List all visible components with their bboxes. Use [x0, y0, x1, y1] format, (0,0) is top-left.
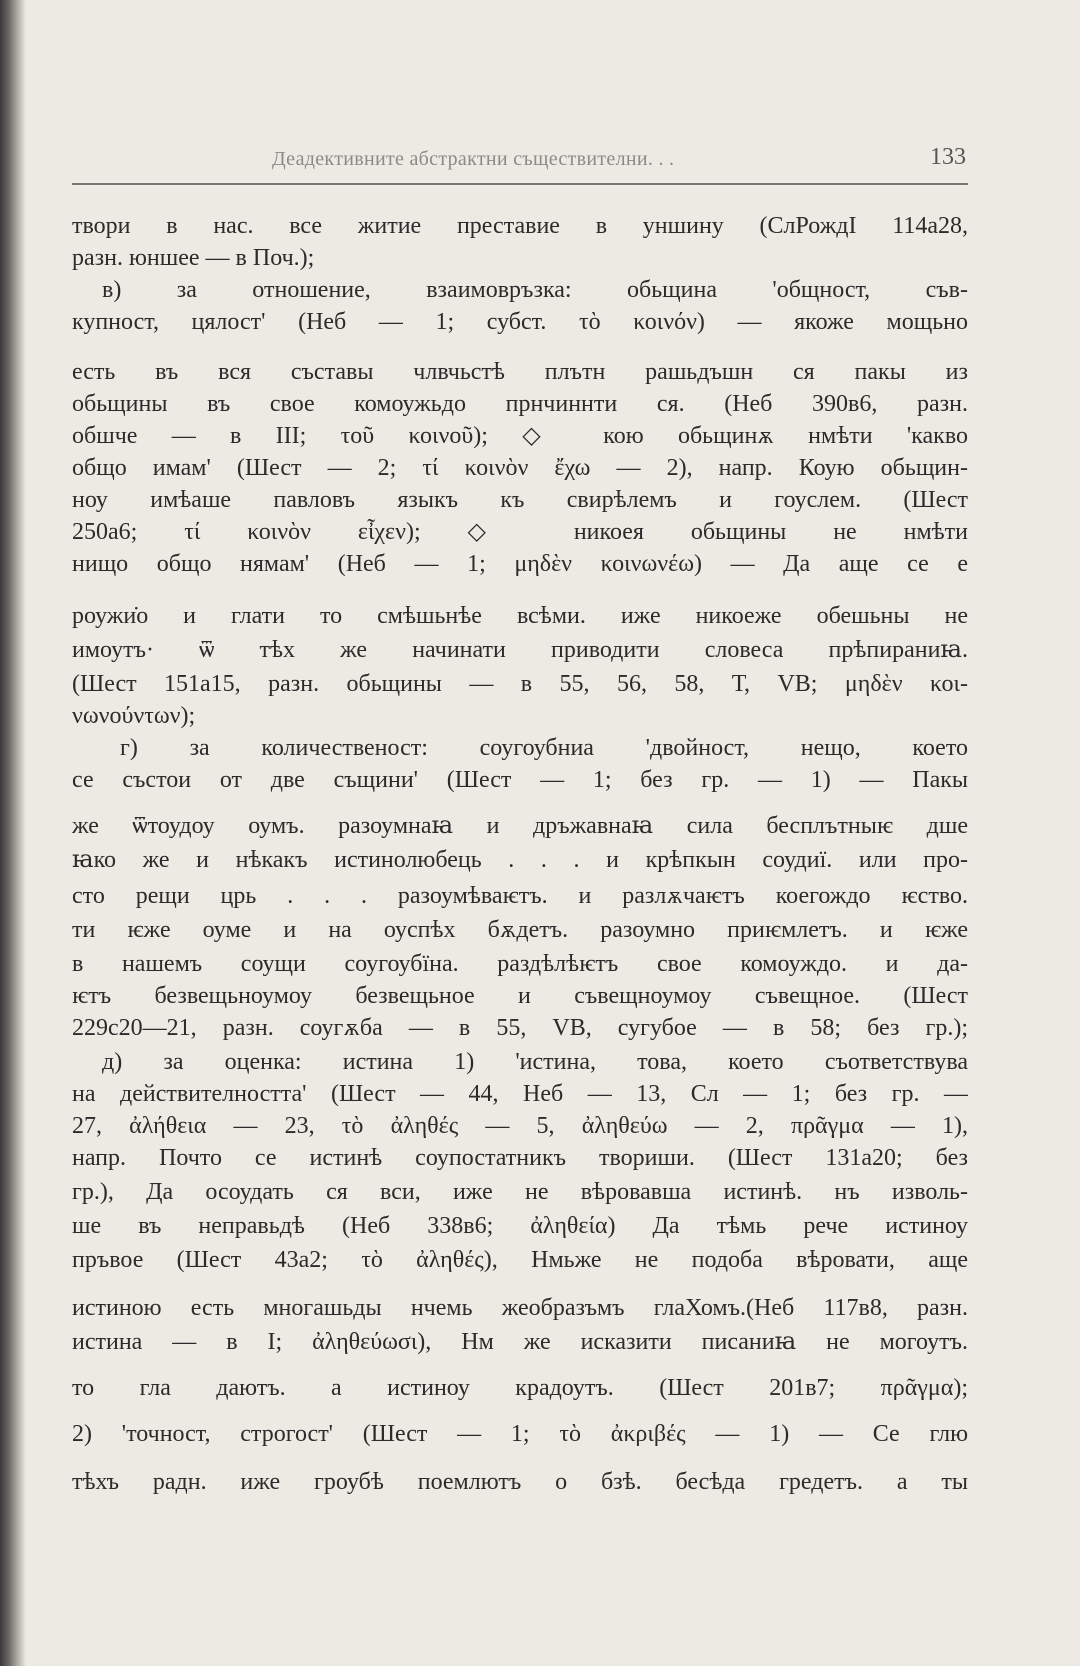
- text-line: гр.), Да осоудать ся вси, иже не вѣровавша истинѣ. нъ изволь-: [72, 1179, 968, 1205]
- text-line: тѣхъ радн. иже гроубѣ поемлютъ о бзѣ. бесѣда гредетъ. а ты: [72, 1469, 968, 1495]
- text-line: же ѿтоудоу оумъ. разоумнаꙗ и дръжавнаꙗ сила бесплътныѥ дше: [72, 813, 968, 839]
- text-line: в) за отношение, взаимовръзка: обьщина 'общност, съв-: [102, 277, 968, 303]
- text-line: 229с20—21, разн. соугѫба — в 55, VB, сугубое — в 58; без гр.);: [72, 1015, 968, 1041]
- text-line: ѥтъ безвещьноумоу безвещьное и съвещноумоу съвещное. (Шест: [72, 983, 968, 1009]
- text-line: истиною есть многашьды нчемь жеобразъмъ глаХомъ.(Неб 117в8, разн.: [72, 1295, 968, 1321]
- text-line: ноу имѣаше павловъ языкъ къ свирѣлемъ и гоуслем. (Шест: [72, 487, 968, 513]
- text-line: истина — в І; ἀληθεύωσι), Нм же исказити писаниꙗ не могоутъ.: [72, 1329, 968, 1355]
- text-line: 27, ἀλήθεια — 23, τὸ ἀληθές — 5, ἀληθεύω — 2, πρᾶγμα — 1),: [72, 1113, 968, 1139]
- text-line: се състои от две същини' (Шест — 1; без гр. — 1) — Пакы: [72, 767, 968, 793]
- text-line: ше въ неправьдѣ (Неб 338в6; ἀληθεία) Да тѣмь рече истиноу: [72, 1213, 968, 1239]
- text-line: ꙗко же и нѣкакъ истинолюбець . . . и крѣпкын соудиї. или про-: [72, 847, 968, 873]
- text-line: общо имам' (Шест — 2; τί κοινὸν ἔχω — 2), напр. Коую обьщин-: [72, 455, 968, 481]
- text-line: обьщины въ свое комоужьдо прнчиннти ся. (Неб 390в6, разн.: [72, 391, 968, 417]
- text-line: разн. юншее — в Поч.);: [72, 245, 315, 271]
- text-line: напр. Почто се истинѣ соупостатникъ твориши. (Шест 131а20; без: [72, 1145, 968, 1171]
- text-line: на действителността' (Шест — 44, Неб — 13, Сл — 1; без гр. —: [72, 1081, 968, 1107]
- text-line: νωνούντων);: [72, 703, 196, 729]
- text-line: обшче — в III; τοῦ κοινοῦ); ◇ кою обьщинѫ нмѣти 'какво: [72, 423, 968, 449]
- text-line: (Шест 151а15, разн. обьщины — в 55, 56, 58, Т, VB; μηδὲν κοι-: [72, 671, 968, 697]
- text-line: ти ѥже оуме и на оуспѣх бѫдетъ. разоумно приѥмлетъ. и ѥже: [72, 917, 968, 943]
- body-text: [72, 210, 968, 1630]
- text-line: 2) 'точност, строгост' (Шест — 1; τὸ ἀκριβές — 1) — Се глю: [72, 1421, 968, 1447]
- text-line: 250а6; τί κοινὸν εἶχεν); ◇ никоея обьщины не нмѣти: [72, 519, 968, 545]
- text-line: имоутъ· ѿ тѣх же начинати приводити словеса прѣпираниꙗ.: [72, 637, 968, 663]
- binding-shadow: [0, 0, 26, 1666]
- text-line: нищо общо нямам' (Неб — 1; μηδὲν κοινωνέω) — Да аще се е: [72, 551, 968, 577]
- text-line: д) за оценка: истина 1) 'истина, това, което съответствува: [102, 1049, 968, 1075]
- header-rule: [72, 183, 968, 185]
- running-title: Деадективните абстрактни съществителни. . .: [272, 148, 675, 170]
- text-line: купност, цялост' (Неб — 1; субст. τὸ κοινόν) — якоже мощьно: [72, 309, 968, 335]
- text-line: пръвое (Шест 43а2; τὸ ἀληθές), Нмьже не подоба вѣровати, аще: [72, 1247, 968, 1273]
- page-number: 133: [930, 144, 966, 170]
- text-line: роужи̇о и глати то смѣшьнѣе всѣми. иже никоеже обешьны не: [72, 603, 968, 629]
- text-line: есть въ вся съставы члвчьстѣ плътн рашьдъшн ся пакы из: [72, 359, 968, 385]
- text-line: то гла даютъ. а истиноу крадоутъ. (Шест 201в7; πρᾶγμα);: [72, 1375, 968, 1401]
- text-line: твори в нас. все житие преставие в уншину (СлРождІ 114а28,: [72, 213, 968, 239]
- text-line: г) за количественост: соугоубниа 'двойност, нещо, което: [120, 735, 968, 761]
- text-line: сто рещи црь . . . разоумѣваѥтъ. и разлѫчаѥтъ коегождо ѥство.: [72, 883, 968, 909]
- text-line: в нашемъ соущи соугоубїна. раздѣлѣѥтъ свое комоуждо. и да-: [72, 951, 968, 977]
- running-header: [72, 140, 968, 180]
